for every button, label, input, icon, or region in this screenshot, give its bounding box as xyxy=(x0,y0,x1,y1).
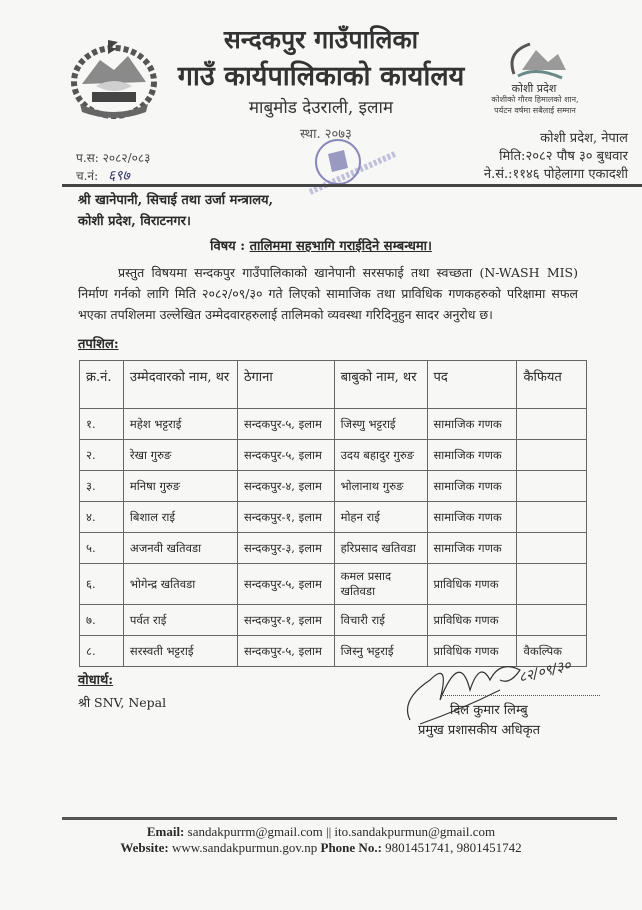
office-name: गाउँ कार्यपालिकाको कार्यालय xyxy=(177,61,465,92)
cell-name: अजनवी खतिवडा xyxy=(123,533,237,564)
footer-email xyxy=(0,824,642,840)
schedule-heading: तपशिल: xyxy=(78,337,119,352)
cell-address: सन्दकपुर-१, इलाम xyxy=(237,502,334,533)
ref-label: प.स: xyxy=(76,151,99,165)
cell-remarks xyxy=(517,502,587,533)
addressee-line-2: कोशी प्रदेश, विराटनगर। xyxy=(78,214,191,229)
dispatch-label: च.नं: xyxy=(76,169,99,183)
cell-serial: २. xyxy=(80,440,124,471)
col-remarks: कैफियत xyxy=(517,361,587,409)
subject-text: तालिममा सहभागि गराईदिने सम्बन्धमा। xyxy=(249,239,432,254)
subject-label: विषय : xyxy=(210,239,246,254)
cell-name: महेश भट्टराई xyxy=(123,409,237,440)
header-divider xyxy=(62,184,642,187)
cell-remarks xyxy=(517,605,587,636)
cell-name: सरस्वती भट्टराई xyxy=(123,636,237,667)
cell-address: सन्दकपुर-५, इलाम xyxy=(237,636,334,667)
website-label: Website: xyxy=(120,840,169,855)
signatory-title: प्रमुख प्रशासकीय अधिकृत xyxy=(418,723,541,738)
cell-remarks xyxy=(517,440,587,471)
slogan-line-1: कोशीको गौरव हिमालको शान, xyxy=(491,95,579,104)
cell-remarks xyxy=(517,471,587,502)
body-text: प्रस्तुत विषयमा सन्दकपुर गाउँपालिकाको खानेपानी सरसफाई तथा स्वच्छता (N-WASH MIS) निर्माण गर्नको लागि मिति २०८२/०९/३० गते लिएको सामाजिक तथा प्राविधिक गणकहरुको परिक्षामा सफल भएका तपशिलमा उल्लेखित उम्मेदवारहरुलाई तालिमको व्यवस्था गरिदिनुहुन सादर अनुरोध छ। xyxy=(78,265,578,322)
cell-address: सन्दकपुर-४, इलाम xyxy=(237,471,334,502)
established-year: स्था. २०७३ xyxy=(300,127,352,142)
cell-remarks xyxy=(517,409,587,440)
signature-line xyxy=(440,695,600,696)
cell-address: सन्दकपुर-५, इलाम xyxy=(237,440,334,471)
koshi-logo-text: कोशी प्रदेश xyxy=(511,82,557,95)
email-label: Email: xyxy=(146,824,185,839)
cell-name: पर्वत राई xyxy=(123,605,237,636)
cell-post: सामाजिक गणक xyxy=(427,409,517,440)
table-header-row xyxy=(80,361,587,409)
cell-post: सामाजिक गणक xyxy=(427,533,517,564)
phone-value: 9801451741, 9801451742 xyxy=(385,840,522,855)
cc-recipient: श्री SNV, Nepal xyxy=(78,695,167,710)
signatory-name: दिल कुमार लिम्बु xyxy=(450,703,528,718)
cell-address: सन्दकपुर-१, इलाम xyxy=(237,605,334,636)
col-father-name: बाबुको नाम, थर xyxy=(334,361,427,409)
municipality-name: सन्दकपुर गाउँपालिका xyxy=(223,25,419,54)
footer-website-phone xyxy=(0,840,642,856)
table-row xyxy=(80,471,587,502)
nepal-sambat-date: ने.सं.:११४६ पोहेलागा एकादशी xyxy=(483,167,628,182)
cell-name: भोगेन्द्र खतिवडा xyxy=(123,564,237,605)
subject-line xyxy=(0,236,642,254)
body-paragraph xyxy=(78,262,578,325)
cell-father: हरिप्रसाद खतिवडा xyxy=(334,533,427,564)
email-value: sandakpurrm@gmail.com || ito.sandakpurmun@gmail.com xyxy=(187,824,496,839)
office-stamp xyxy=(300,134,410,204)
office-address: माबुमोड देउराली, इलाम xyxy=(248,98,394,118)
cell-father: मोहन राई xyxy=(334,502,427,533)
reference-number xyxy=(76,149,150,166)
phone-label: Phone No.: xyxy=(320,840,382,855)
table-row xyxy=(80,533,587,564)
cell-serial: ३. xyxy=(80,471,124,502)
cell-serial: ७. xyxy=(80,605,124,636)
ref-value: २०८२/०८३ xyxy=(102,151,151,165)
cell-post: सामाजिक गणक xyxy=(427,471,517,502)
province-slogan xyxy=(470,94,600,116)
dispatch-value: ६९७ xyxy=(107,168,130,184)
cell-father: कमल प्रसाद खतिवडा xyxy=(334,564,427,605)
cell-remarks: वैकल्पिक xyxy=(517,636,587,667)
table-row xyxy=(80,440,587,471)
dispatch-number xyxy=(76,166,130,185)
province-country: कोशी प्रदेश, नेपाल xyxy=(540,131,628,146)
website-value: www.sandakpurmun.gov.np xyxy=(171,840,318,855)
candidates-table xyxy=(79,360,587,667)
cc-heading: वोधार्थ: xyxy=(78,673,114,688)
col-address: ठेगाना xyxy=(237,361,334,409)
cell-remarks xyxy=(517,533,587,564)
cell-father: विचारी राई xyxy=(334,605,427,636)
cell-address: सन्दकपुर-५, इलाम xyxy=(237,409,334,440)
col-serial: क्र.नं. xyxy=(80,361,124,409)
cell-name: मनिषा गुरुङ xyxy=(123,471,237,502)
col-post: पद xyxy=(427,361,517,409)
handwritten-date: ८२/०९/३० xyxy=(517,657,573,686)
table-row xyxy=(80,502,587,533)
cell-father: जिस्नु भट्टराई xyxy=(334,636,427,667)
cell-father: जिस्णु भट्टराई xyxy=(334,409,427,440)
cell-post: सामाजिक गणक xyxy=(427,440,517,471)
cell-post: प्राविधिक गणक xyxy=(427,636,517,667)
table-row xyxy=(80,605,587,636)
cell-serial: १. xyxy=(80,409,124,440)
cell-post: प्राविधिक गणक xyxy=(427,605,517,636)
cell-name: बिशाल राई xyxy=(123,502,237,533)
cell-father: उदय बहादुर गुरुङ xyxy=(334,440,427,471)
cell-serial: ८. xyxy=(80,636,124,667)
cell-serial: ४. xyxy=(80,502,124,533)
koshi-province-logo xyxy=(496,36,572,98)
cell-father: भोलानाथ गुरुङ xyxy=(334,471,427,502)
col-candidate-name: उम्मेदवारको नाम, थर xyxy=(123,361,237,409)
cell-serial: ५. xyxy=(80,533,124,564)
letter-date: मिति:२०८२ पौष ३० बुधवार xyxy=(499,149,628,164)
addressee-line-1: श्री खानेपानी, सिचाई तथा उर्जा मन्त्रालय, xyxy=(78,193,274,208)
cell-remarks xyxy=(517,564,587,605)
footer-divider xyxy=(62,817,617,820)
cell-address: सन्दकपुर-५, इलाम xyxy=(237,564,334,605)
table-row xyxy=(80,564,587,605)
cell-post: प्राविधिक गणक xyxy=(427,564,517,605)
cell-post: सामाजिक गणक xyxy=(427,502,517,533)
slogan-line-2: पर्यटन वर्षमा सबैलाई सम्मान xyxy=(494,106,576,115)
cell-address: सन्दकपुर-३, इलाम xyxy=(237,533,334,564)
table-row xyxy=(80,409,587,440)
cell-name: रेखा गुरुङ xyxy=(123,440,237,471)
cell-serial: ६. xyxy=(80,564,124,605)
